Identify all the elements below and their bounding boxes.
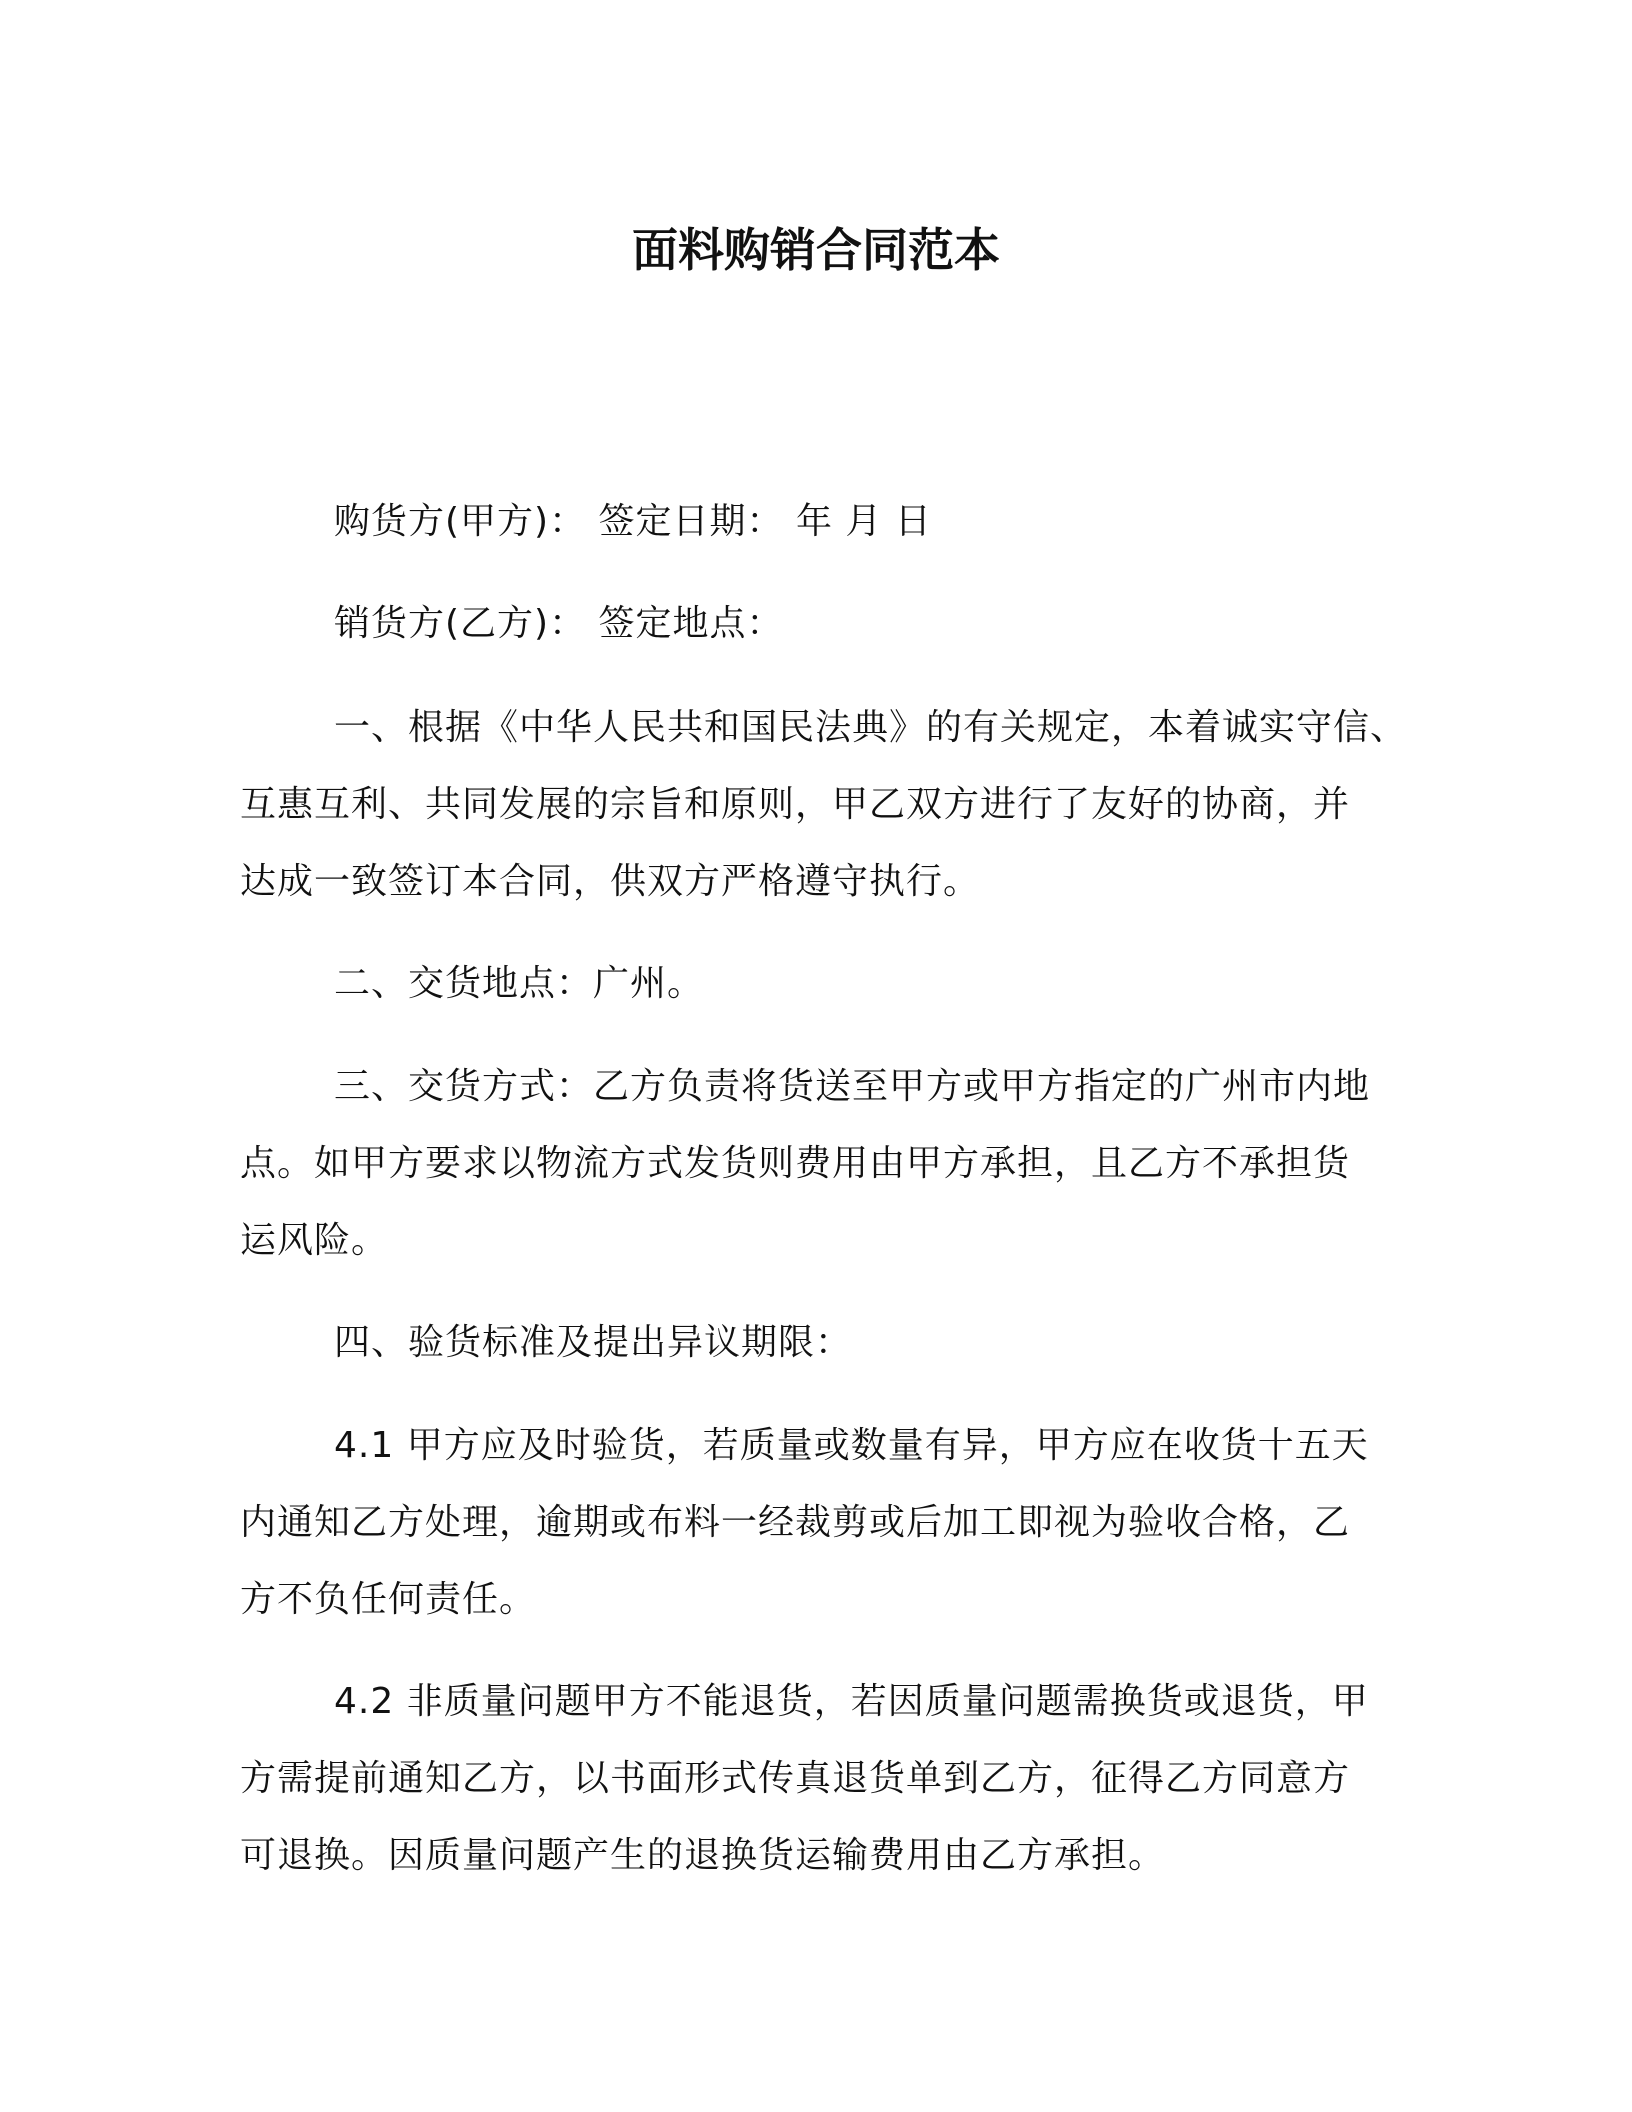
clause-1-line-1: 一、根据《中华人民共和国民法典》的有关规定，本着诚实守信、: [334, 707, 1408, 748]
clause-4-line-1: 四、验货标准及提出异议期限：: [334, 1322, 853, 1363]
clause-2: [240, 945, 1400, 1022]
clause-4-1-line-1: 4.1 甲方应及时验货，若质量或数量有异，甲方应在收货十五天: [334, 1425, 1369, 1466]
clause-4-2-line-1: 4.2 非质量问题甲方不能退货，若因质量问题需换货或退货，甲: [334, 1681, 1369, 1722]
clause-1-line-3: 达成一致签订本合同，供双方严格遵守执行。: [240, 861, 981, 902]
clause-4-1-line-3: 方不负任何责任。: [240, 1579, 537, 1620]
clause-4-1-line-2: 内通知乙方处理，逾期或布料一经裁剪或后加工即视为验收合格，乙: [240, 1502, 1351, 1543]
clause-3-line-1: 三、交货方式：乙方负责将货送至甲方或甲方指定的广州市内地: [334, 1066, 1371, 1107]
clause-2-line-1: 二、交货地点：广州。: [334, 963, 705, 1004]
clause-3-line-2: 点。如甲方要求以物流方式发货则费用由甲方承担，且乙方不承担货: [240, 1143, 1351, 1184]
seller-line: [240, 585, 1400, 662]
clause-4-2-line-2: 方需提前通知乙方，以书面形式传真退货单到乙方，征得乙方同意方: [240, 1758, 1351, 1799]
clause-4-2: [240, 1663, 1400, 1894]
document-title: 面料购销合同范本: [632, 223, 1000, 277]
clause-4: [240, 1304, 1400, 1381]
buyer-date-text: 购货方(甲方)： 签定日期： 年 月 日: [334, 501, 932, 542]
clause-3: [240, 1048, 1400, 1279]
clause-1: [240, 689, 1408, 920]
seller-place-text: 销货方(乙方)： 签定地点：: [334, 603, 784, 644]
clause-4-2-line-3: 可退换。因质量问题产生的退换货运输费用由乙方承担。: [240, 1835, 1166, 1876]
clause-3-line-3: 运风险。: [240, 1220, 389, 1261]
clause-4-1: [240, 1407, 1400, 1638]
clause-1-line-2: 互惠互利、共同发展的宗旨和原则，甲乙双方进行了友好的协商，并: [240, 784, 1351, 825]
buyer-line: [240, 483, 1400, 560]
